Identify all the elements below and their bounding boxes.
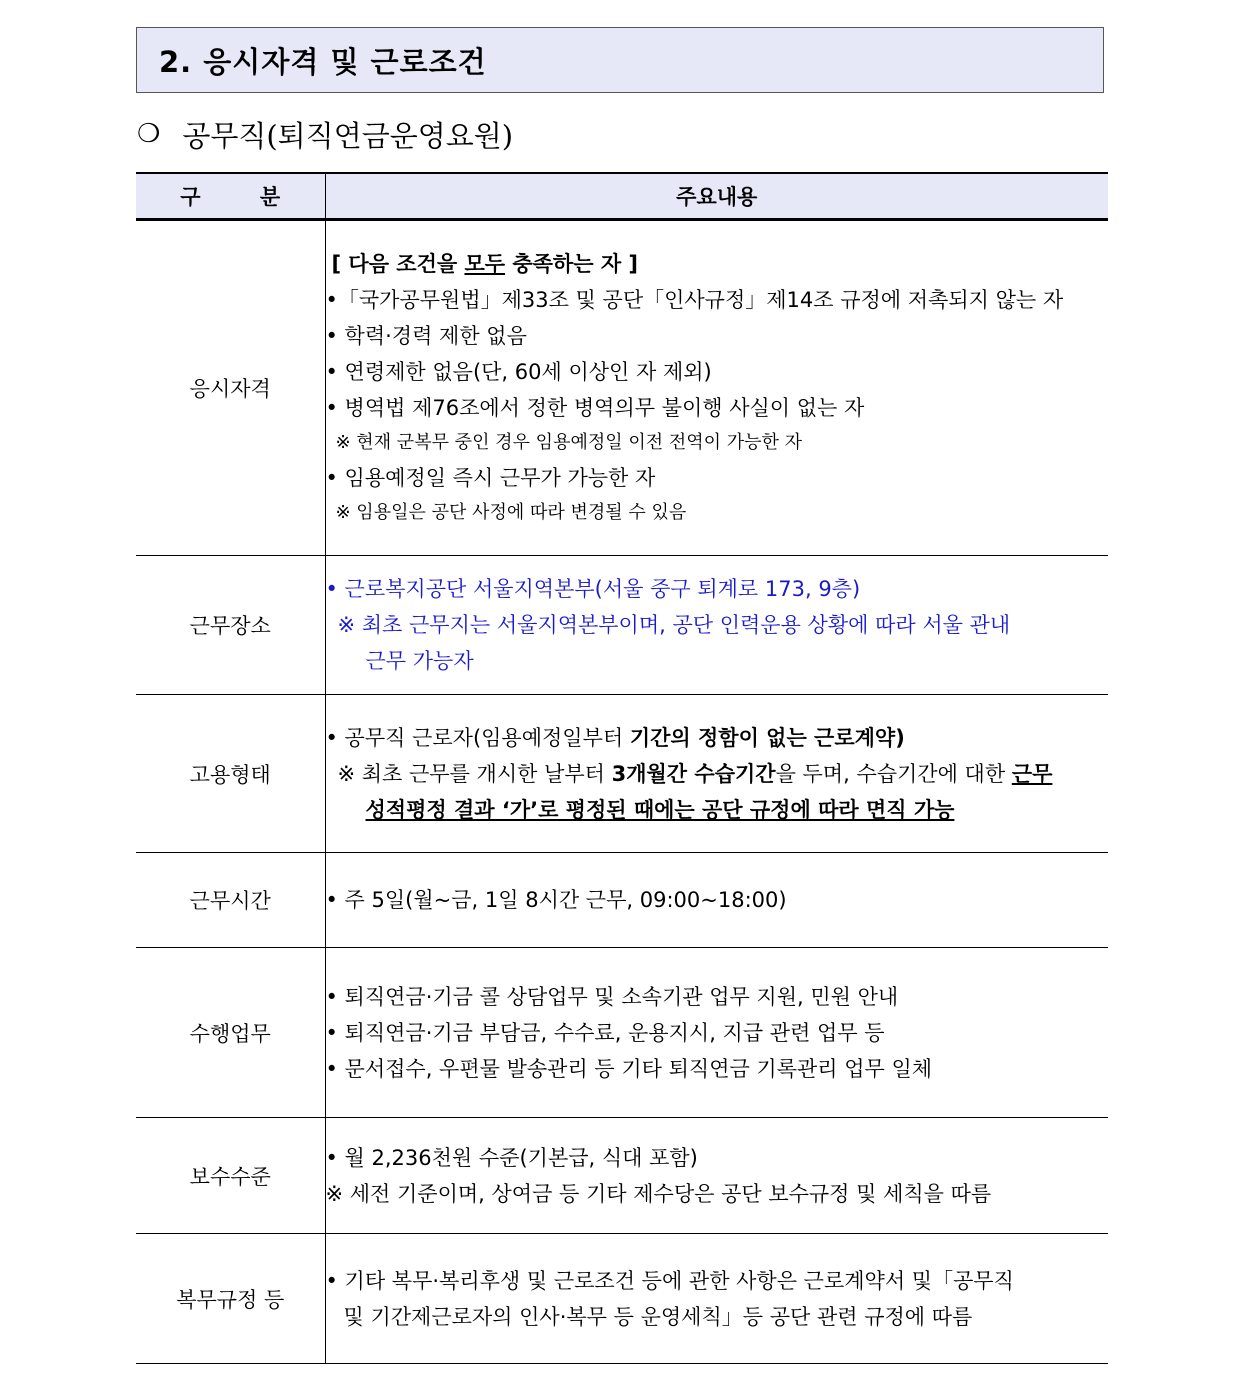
employment-note: ※ 최초 근무를 개시한 날부터 3개월간 수습기간을 두며, 수습기간에 대한 근무 [337, 761, 1053, 786]
eligibility-item: •「국가공무원법」제33조 및 공단「인사규정」제14조 규정에 저촉되지 않는 자 [325, 288, 1064, 312]
eligibility-note: ※ 임용일은 공단 사정에 따라 변경될 수 있음 [335, 502, 687, 523]
table-row-workplace [136, 556, 1108, 695]
subsection-title: 공무직(퇴직연금운영요원) [182, 118, 514, 153]
table-row-duties [136, 948, 1108, 1118]
content-workplace [325, 556, 1108, 695]
circle-bullet-icon: ❍ [137, 119, 161, 149]
section-title: 2. 응시자격 및 근로조건 [136, 27, 1104, 93]
table-row-pay [136, 1118, 1108, 1234]
eligibility-item: • 학력·경력 제한 없음 [325, 324, 527, 348]
employment-line: • 공무직 근로자(임용예정일부터 기간의 정함이 없는 근로계약) [325, 725, 905, 750]
rules-line-cont: 및 기간제근로자의 인사·복무 등 운영세칙」등 공단 관련 규정에 따름 [343, 1304, 973, 1329]
employment-note-cont: 성적평정 결과 ‘가’로 평정된 때에는 공단 규정에 따라 면직 가능 [365, 797, 955, 822]
category-workplace: 근무장소 [136, 556, 325, 695]
header-category: 구 분 [136, 173, 325, 220]
category-employment: 고용형태 [136, 695, 325, 853]
category-duties: 수행업무 [136, 948, 325, 1118]
subsection-heading [137, 110, 513, 158]
duties-item: • 문서접수, 우편물 발송관리 등 기타 퇴직연금 기록관리 업무 일체 [325, 1056, 933, 1081]
table-row-employment [136, 695, 1108, 853]
table-row-eligibility [136, 220, 1108, 556]
content-employment [325, 695, 1108, 853]
workplace-note: ※ 최초 근무지는 서울지역본부이며, 공단 인력운용 상황에 따라 서울 관내 [337, 613, 1011, 637]
pay-line: • 월 2,236천원 수준(기본급, 식대 포함) [325, 1145, 698, 1170]
workplace-note-cont: 근무 가능자 [365, 649, 474, 673]
category-eligibility: 응시자격 [136, 220, 325, 556]
category-rules: 복무규정 등 [136, 1234, 325, 1364]
eligibility-item: • 병역법 제76조에서 정한 병역의무 불이행 사실이 없는 자 [325, 396, 865, 420]
hours-line: • 주 5일(월~금, 1일 8시간 근무, 09:00~18:00) [325, 888, 787, 912]
table-row-hours [136, 853, 1108, 948]
eligibility-condition: [ 다음 조건을 모두 충족하는 자 ] [331, 252, 639, 276]
content-eligibility [325, 220, 1108, 556]
content-hours [325, 853, 1108, 948]
rules-line: • 기타 복무·복리후생 및 근로조건 등에 관한 사항은 근로계약서 및「공무직 [325, 1268, 1014, 1293]
header-content: 주요내용 [325, 173, 1108, 220]
table-row-rules [136, 1234, 1108, 1364]
eligibility-item: • 임용예정일 즉시 근무가 가능한 자 [325, 466, 656, 490]
conditions-table [136, 172, 1108, 1364]
eligibility-note: ※ 현재 군복무 중인 경우 임용예정일 이전 전역이 가능한 자 [335, 432, 802, 453]
pay-note: ※ 세전 기준이며, 상여금 등 기타 제수당은 공단 보수규정 및 세칙을 따름 [325, 1181, 992, 1206]
content-rules [325, 1234, 1108, 1364]
content-pay [325, 1118, 1108, 1234]
eligibility-item: • 연령제한 없음(단, 60세 이상인 자 제외) [325, 360, 712, 384]
duties-item: • 퇴직연금·기금 콜 상담업무 및 소속기관 업무 지원, 민원 안내 [325, 984, 899, 1009]
workplace-line: • 근로복지공단 서울지역본부(서울 중구 퇴계로 173, 9층) [325, 577, 861, 601]
category-pay: 보수수준 [136, 1118, 325, 1234]
table-header-row [136, 173, 1108, 220]
category-hours: 근무시간 [136, 853, 325, 948]
duties-item: • 퇴직연금·기금 부담금, 수수료, 운용지시, 지급 관련 업무 등 [325, 1020, 885, 1045]
content-duties [325, 948, 1108, 1118]
